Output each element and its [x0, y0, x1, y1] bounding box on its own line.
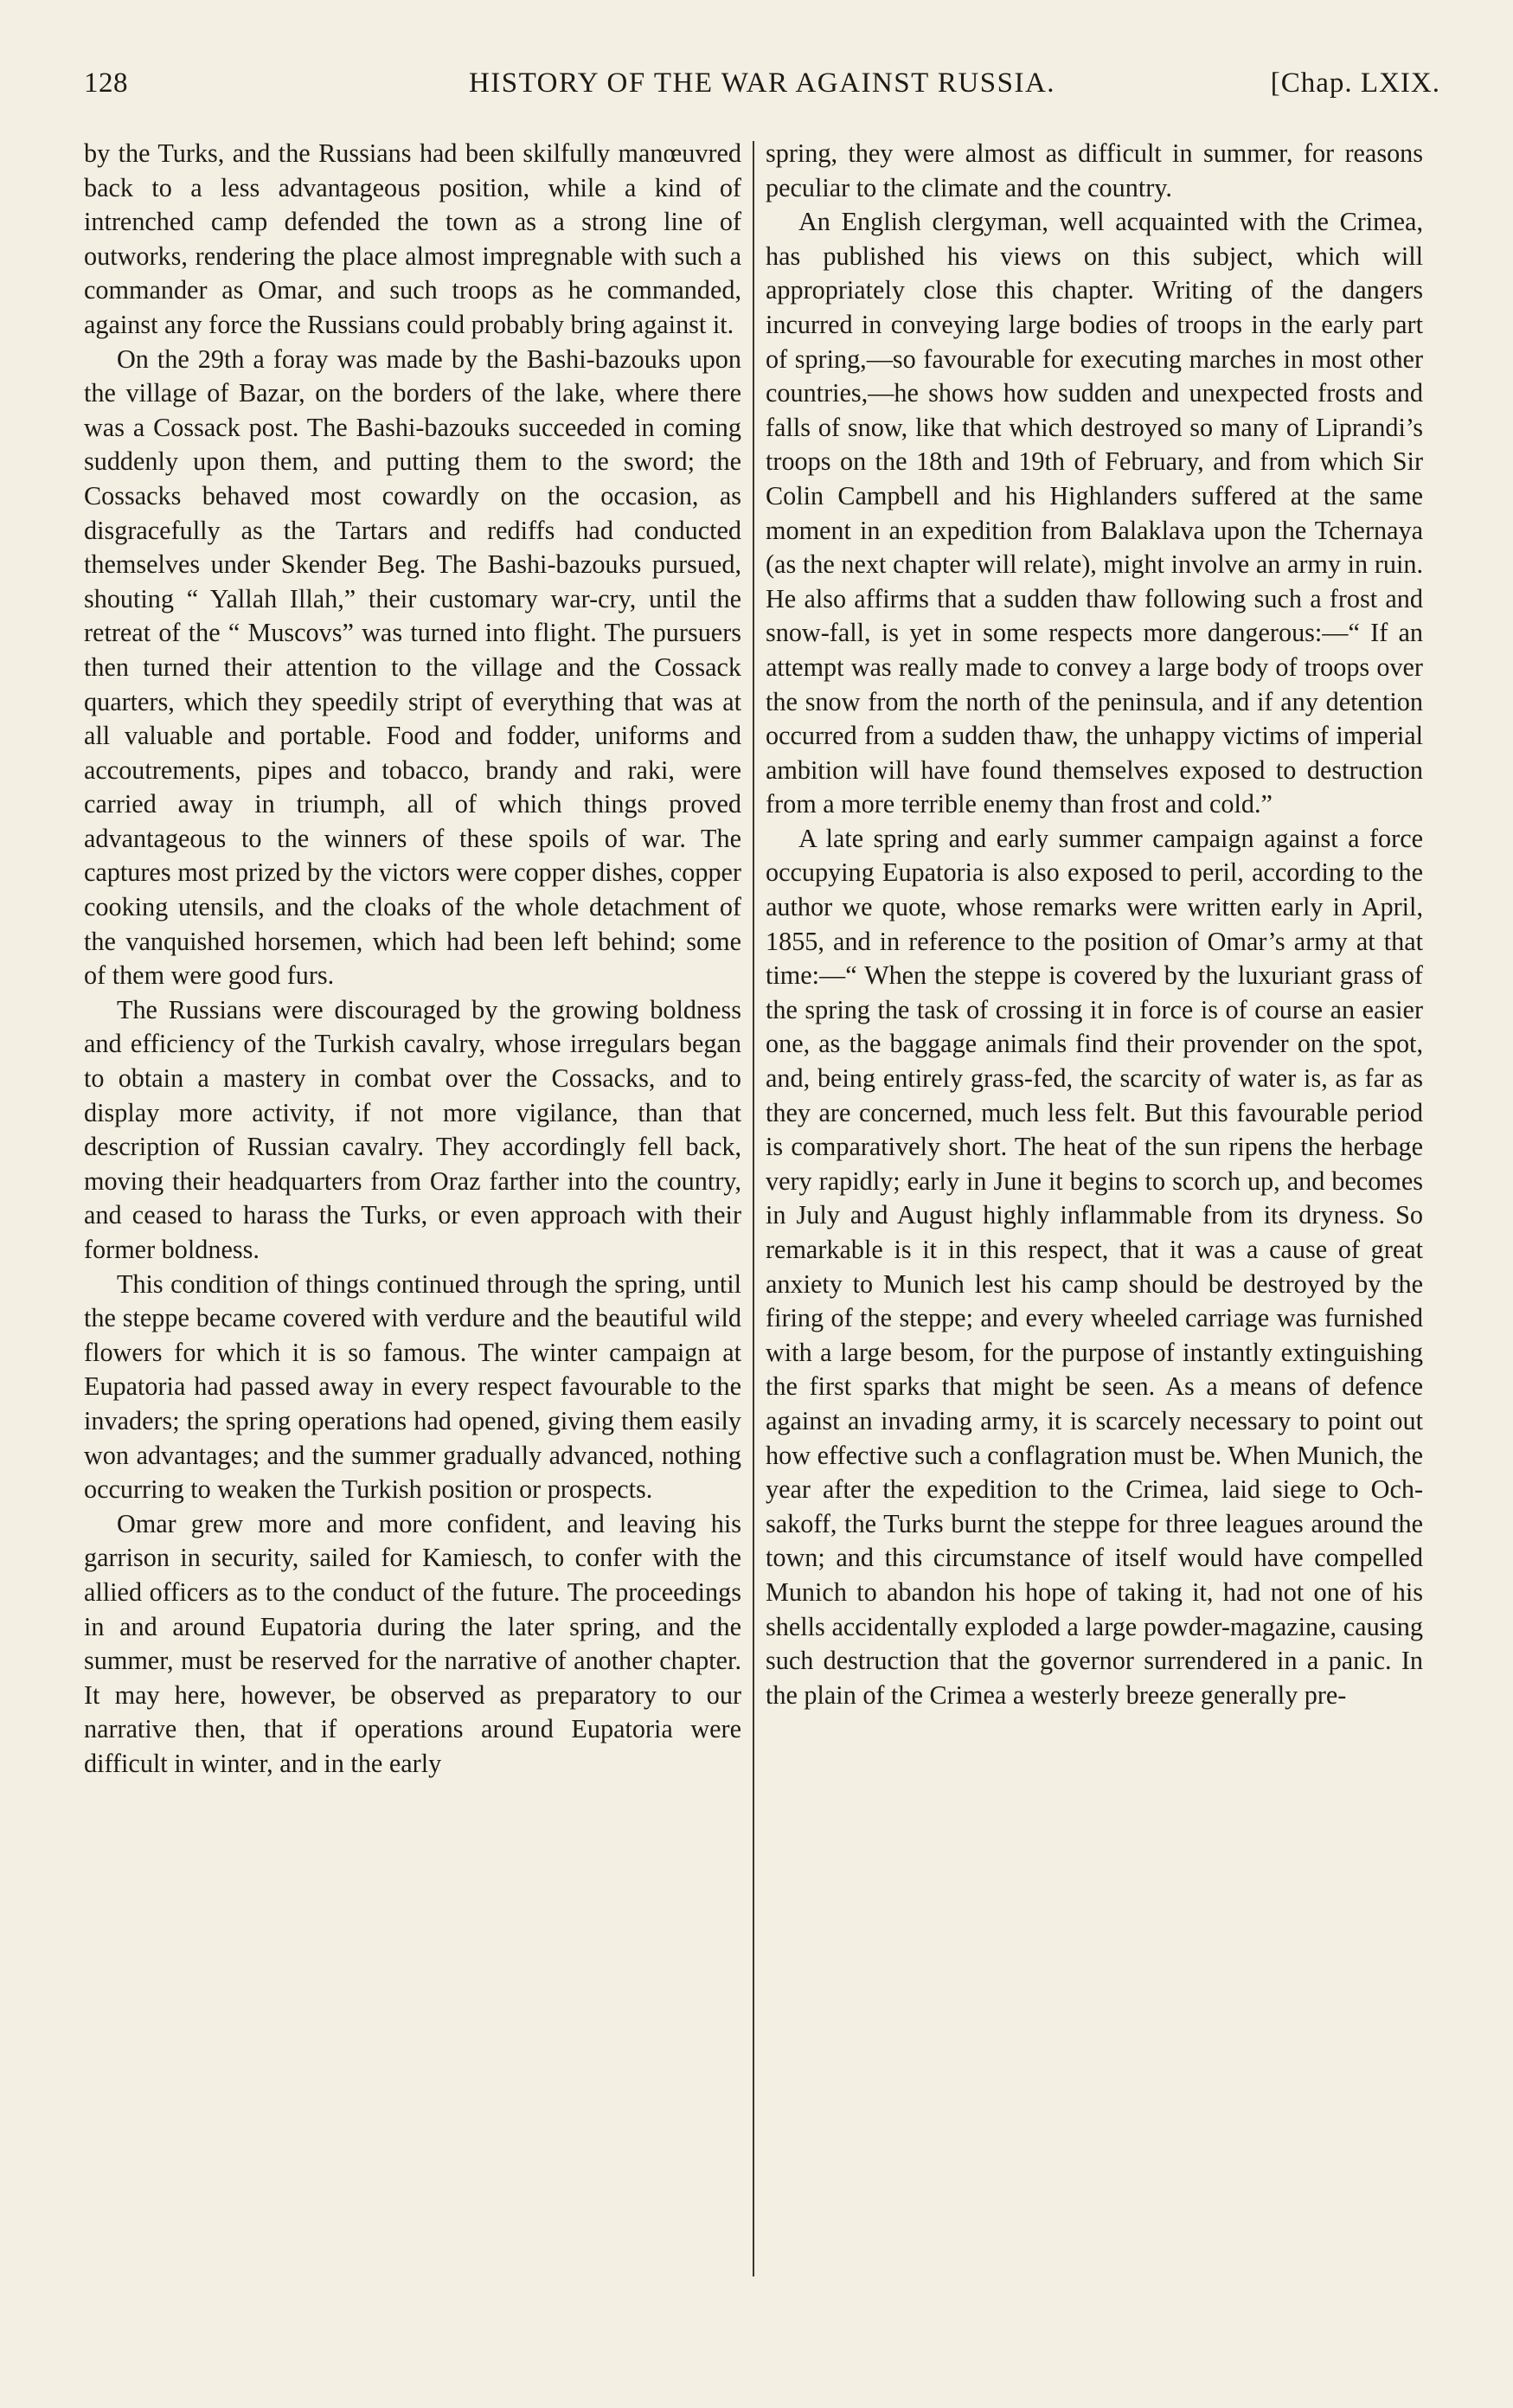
- chapter-label: [Chap. LXIX.: [1270, 67, 1440, 99]
- running-head: [84, 67, 1440, 111]
- paragraph: On the 29th a foray was made by the Bashi-bazouks upon the village of Bazar, on the borders of the lake, where there was a Cossack post. The Bashi-bazouks succeeded in coming suddenly upon them, and putting them to the sword; the Cossacks behaved most cowardly on the occasion, as disgracefully as the Tartars and rediffs had conducted themselves under Skender Beg. The Bashi-bazouks pursued, shouting “ Yallah Illah,” their customary war-cry, until the retreat of the “ Muscovs” was turned into flight. The pursuers then turned their attention to the village and the Cossack quarters, which they speedily stript of everything that was at all valuable and portable. Food and fodder, uniforms and accoutrements, pipes and tobacco, brandy and raki, were carried away in triumph, all of which things proved advantageous to the winners of these spoils of war. The captures most prized by the victors were copper dishes, copper cooking utensils, and the cloaks of the whole detachment of the vanquished horsemen, which had been left behind; some of them were good furs.: [84, 344, 741, 991]
- paragraph: The Russians were discouraged by the growing boldness and efficiency of the Turkish cavalry, whose irregulars began to obtain a mastery in combat over the Cossacks, and to display more activity, if not more vigilance, than that description of Russian cavalry. They accordingly fell back, moving their headquarters from Oraz farther into the country, and ceased to harass the Turks, or even approach with their former boldness.: [84, 994, 741, 1264]
- right-column: [766, 137, 1423, 1712]
- paragraph: This condition of things continued through the spring, until the steppe became covered with verdure and the beautiful wild flowers for which it is so famous. The winter campaign at Eupatoria had passed away in every respect favourable to the invaders; the spring operations had opened, giving them easily won advantages; and the summer gradually advanced, nothing occurring to weaken the Turkish position or prospects.: [84, 1268, 741, 1505]
- paragraph: spring, they were almost as difficult in summer, for reasons peculiar to the climate and the country.: [766, 138, 1423, 202]
- paragraph: A late spring and early summer campaign against a force occupying Eupatoria is also exposed to peril, according to the author we quote, whose remarks were written early in April, 1855, and in reference to the position of Omar’s army at that time:—“ When the steppe is covered by the luxuriant grass of the spring the task of crossing it in force is of course an easier one, as the baggage animals find their provender on the spot, and, being entirely grass-fed, the scarcity of water is, as far as they are concerned, much less felt. But this favourable period is comparatively short. The heat of the sun ripens the herbage very rapidly; early in June it begins to scorch up, and becomes in July and August highly inflammable from its dryness. So remarkable is it in this respect, that it was a cause of great anxiety to Munich lest his camp should be destroyed by the firing of the steppe; and every wheeled carriage was furnished with a large besom, for the purpose of instantly extinguishing the first sparks that might be seen. As a means of defence against an invading army, it is scarcely necessary to point out how effective such a conflagration must be. When Munich, the year after the expedition to the Crimea, laid siege to Och-sakoff, the Turks burnt the steppe for three leagues around the town; and this circumstance of itself would have compelled Munich to abandon his hope of taking it, had not one of his shells accidentally exploded a large powder-magazine, causing such destruction that the governor surrendered in a panic. In the plain of the Crimea a westerly breeze generally pre-: [766, 823, 1423, 1710]
- running-title: HISTORY OF THE WAR AGAINST RUSSIA.: [468, 67, 1056, 99]
- left-column: [84, 137, 741, 1782]
- page-number: 128: [84, 67, 128, 99]
- column-divider: [753, 141, 754, 2276]
- paragraph: by the Turks, and the Russians had been skilfully manœuvred back to a less advantageous position, while a kind of intrenched camp defended the town as a strong line of outworks, rendering the place almost impregnable with such a commander as Omar, and such troops as he commanded, against any force the Russians could probably bring against it.: [84, 138, 741, 339]
- paragraph: An English clergyman, well acquainted with the Crimea, has published his views on this subject, which will appropriately close this chapter. Writing of the dangers incurred in conveying large bodies of troops in the early part of spring,—so favourable for executing marches in most other countries,—he shows how sudden and unexpected frosts and falls of snow, like that which destroyed so many of Liprandi’s troops on the 18th and 19th of February, and from which Sir Colin Campbell and his Highlanders suffered at the same moment in an expedition from Balaklava upon the Tchernaya (as the next chapter will relate), might involve an army in ruin. He also affirms that a sudden thaw following such a frost and snow-fall, is yet in some respects more dangerous:—“ If an attempt was really made to convey a large body of troops over the snow from the north of the peninsula, and if any detention occurred from a sudden thaw, the unhappy victims of imperial ambition will have found themselves exposed to destruction from a more terrible enemy than frost and cold.”: [766, 207, 1423, 819]
- paragraph: Omar grew more and more confident, and leaving his garrison in security, sailed for Kamiesch, to confer with the allied officers as to the conduct of the future. The proceedings in and around Eupatoria during the later spring, and the summer, must be reserved for the narrative of another chapter. It may here, however, be observed as preparatory to our narrative then, that if operations around Eupatoria were difficult in winter, and in the early: [84, 1508, 741, 1778]
